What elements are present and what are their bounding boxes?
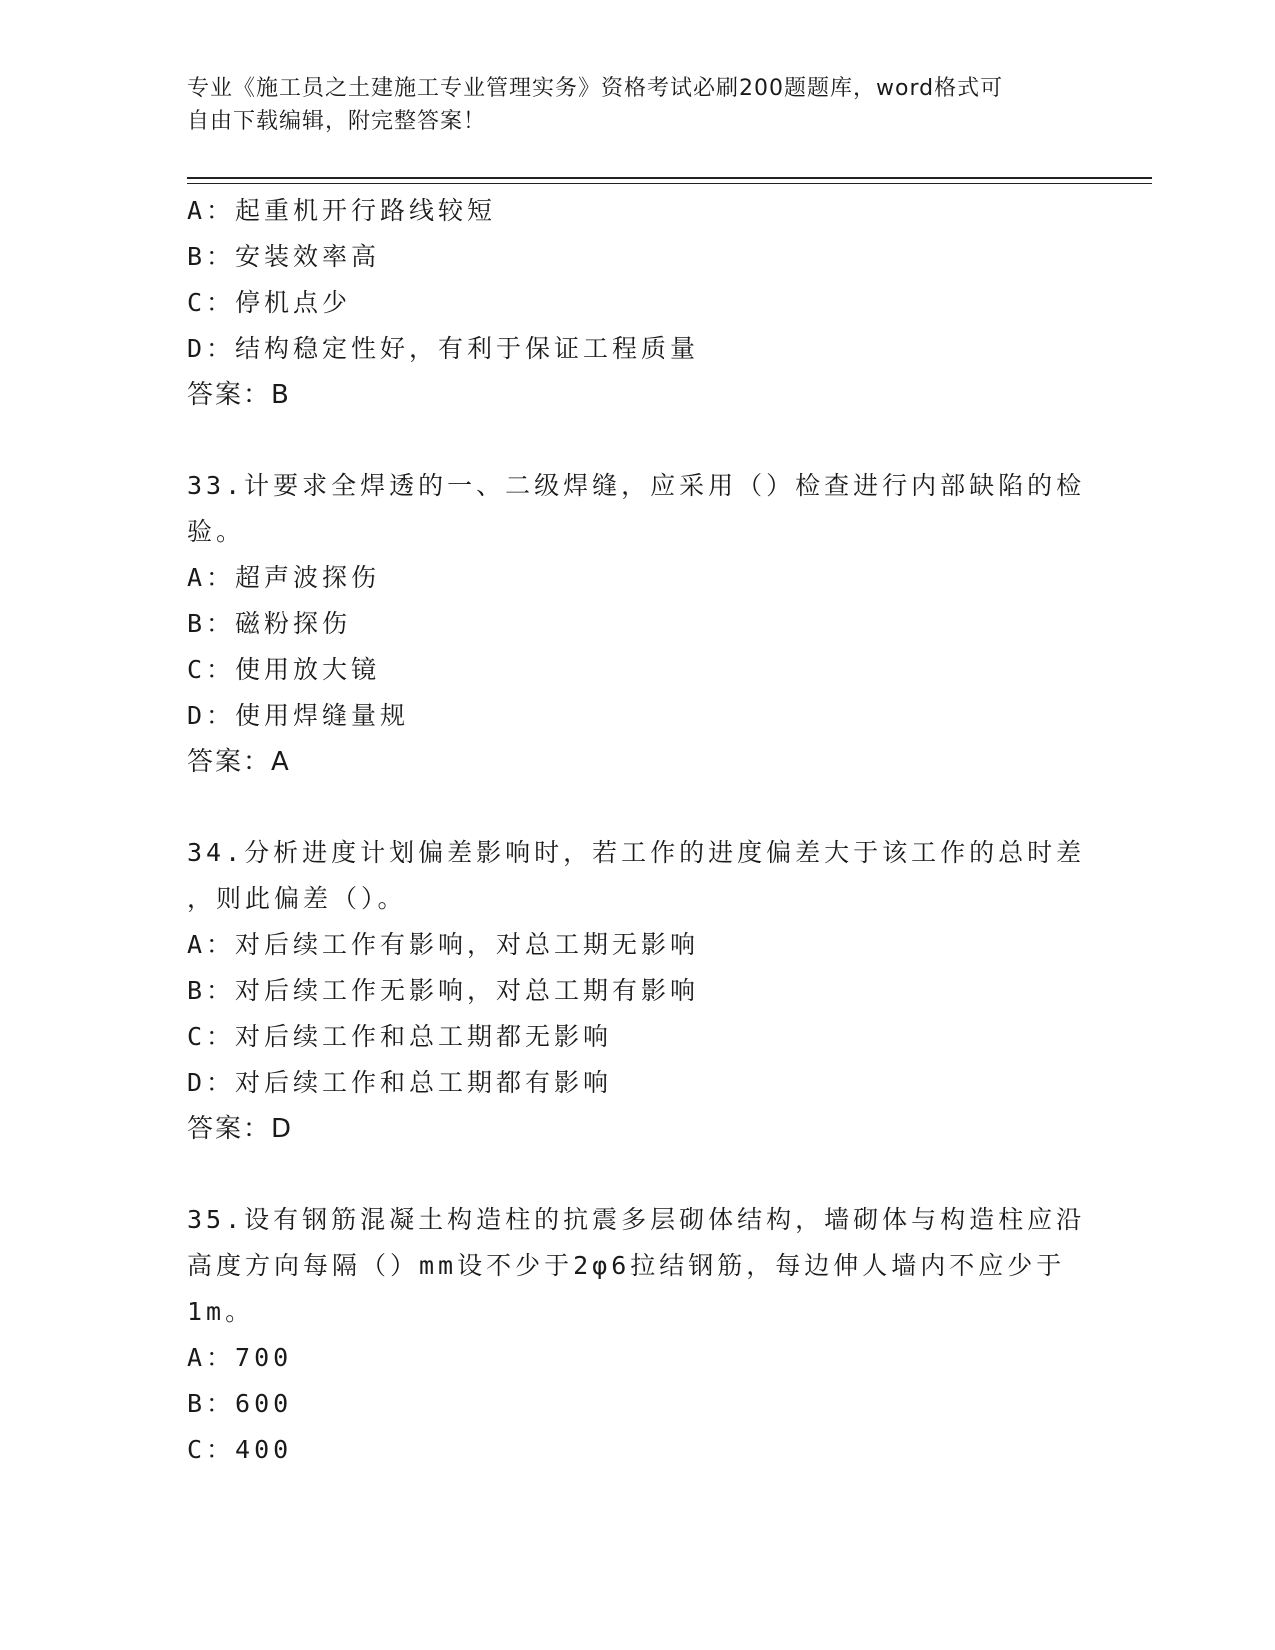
header-line-2: 自由下载编辑，附完整答案！: [187, 109, 487, 134]
question-stem-line: 1m。: [187, 1297, 255, 1326]
question-content: [187, 188, 1087, 1473]
option-b: B：600: [187, 1389, 293, 1418]
question-stem-line: 33.计要求全焊透的一、二级焊缝，应采用（）检查进行内部缺陷的检: [187, 471, 1086, 500]
option-c: C：400: [187, 1435, 293, 1464]
option-b: B：安装效率高: [187, 242, 381, 271]
answer-line: 答案：B: [187, 380, 291, 410]
option-a: A：超声波探伤: [187, 563, 381, 592]
spacer: [187, 785, 1087, 830]
header-line-1: 专业《施工员之土建施工专业管理实务》资格考试必刷200题题库，word格式可: [187, 76, 1004, 101]
header-divider-thin: [187, 183, 1152, 184]
question-stem-line: 高度方向每隔（）mm设不少于2φ6拉结钢筋，每边伸人墙内不应少于: [187, 1251, 1066, 1280]
answer-line: 答案：A: [187, 747, 291, 777]
question-35: [187, 1197, 1087, 1473]
option-d: D：对后续工作和总工期都有影响: [187, 1068, 613, 1097]
question-33: [187, 463, 1087, 785]
option-c: C：停机点少: [187, 288, 352, 317]
header-divider-thick: [187, 177, 1152, 179]
option-b: B：对后续工作无影响，对总工期有影响: [187, 976, 700, 1005]
spacer: [187, 1152, 1087, 1197]
option-c: C：对后续工作和总工期都无影响: [187, 1022, 613, 1051]
question-stem-line: 验。: [187, 517, 246, 546]
question-stem-line: 35.设有钢筋混凝土构造柱的抗震多层砌体结构，墙砌体与构造柱应沿: [187, 1205, 1086, 1234]
question-stem-line: 34.分析进度计划偏差影响时，若工作的进度偏差大于该工作的总时差: [187, 838, 1086, 867]
question-34: [187, 830, 1087, 1152]
option-a: A：起重机开行路线较短: [187, 196, 497, 225]
document-header: [187, 72, 1087, 138]
option-c: C：使用放大镜: [187, 655, 381, 684]
option-d: D：使用焊缝量规: [187, 701, 410, 730]
option-d: D：结构稳定性好，有利于保证工程质量: [187, 334, 700, 363]
question-stem-line: ，则此偏差（）。: [187, 884, 407, 913]
answer-line: 答案：D: [187, 1114, 294, 1144]
option-a: A：对后续工作有影响，对总工期无影响: [187, 930, 700, 959]
option-b: B：磁粉探伤: [187, 609, 352, 638]
option-a: A：700: [187, 1343, 293, 1372]
spacer: [187, 418, 1087, 463]
question-32-tail: [187, 188, 1087, 418]
